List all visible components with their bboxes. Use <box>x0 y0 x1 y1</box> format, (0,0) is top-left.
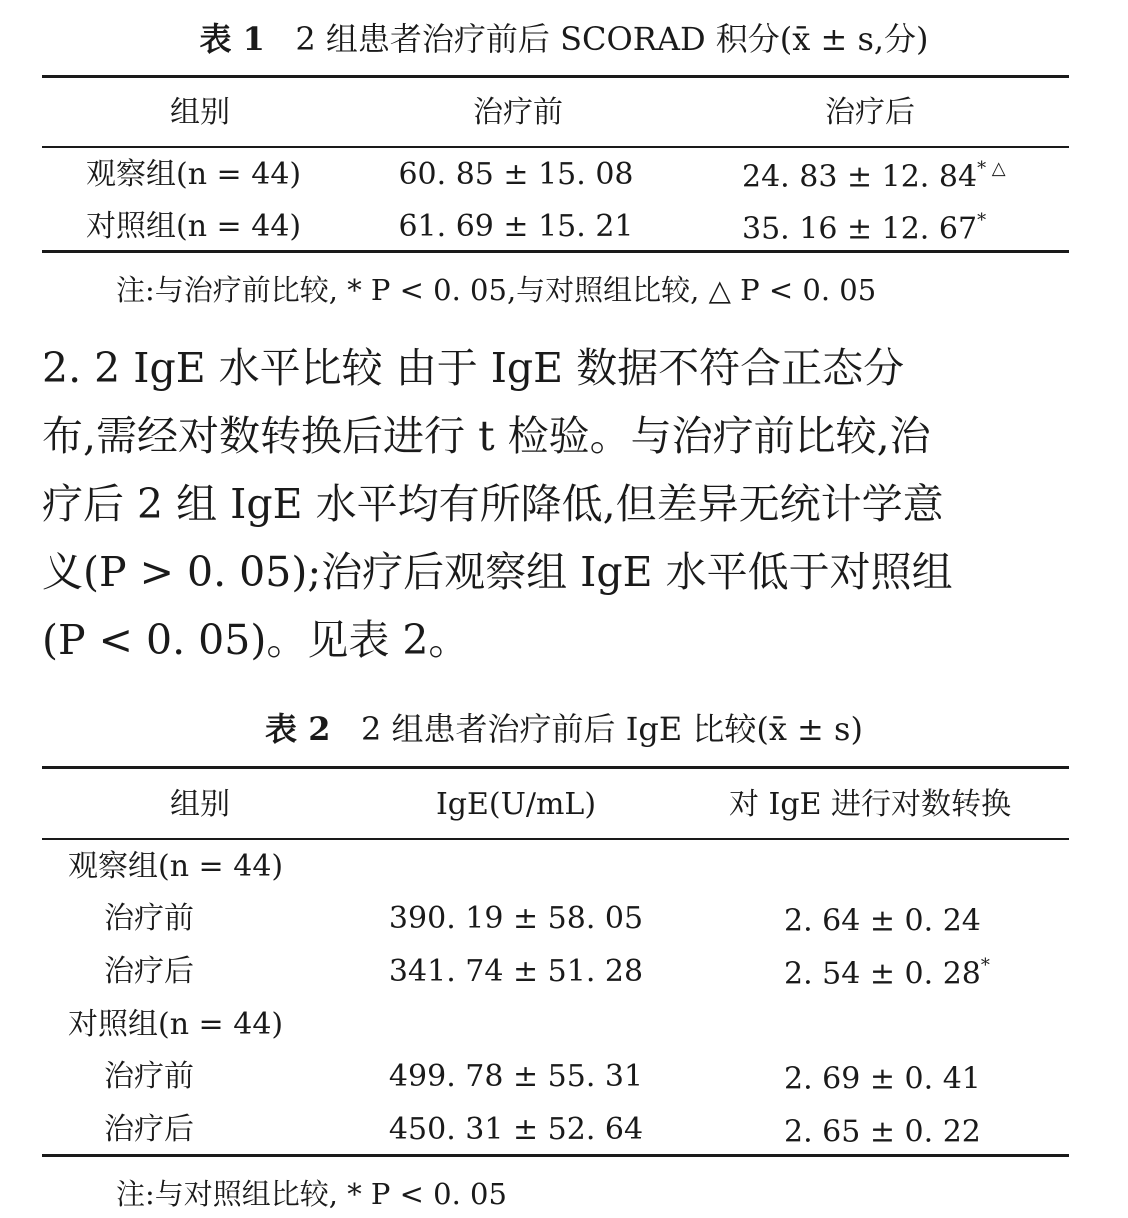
table2-g2-r2-ige: 450. 31 ± 52. 64 <box>388 1112 644 1147</box>
table2-header-ige: IgE(U/mL) <box>435 787 597 822</box>
table1-header-group: 组别 <box>170 95 230 130</box>
paragraph-line: 2. 2 IgE 水平比较 由于 IgE 数据不符合正态分 <box>42 344 905 392</box>
table2-g1-r1-log-value: 2. 64 ± 0. 24 <box>784 903 981 939</box>
table2-bottom-rule <box>42 1154 1069 1157</box>
table2-g2-r1-ige: 499. 78 ± 55. 31 <box>388 1059 644 1094</box>
table1-row1-after <box>742 160 1006 193</box>
table2-header-group: 组别 <box>170 787 230 822</box>
paragraph-line: 布,需经对数转换后进行 t 检验。与治疗前比较,治 <box>42 412 931 460</box>
table2-group1-label: 观察组(n = 44) <box>68 849 284 884</box>
table1-row1-before: 60. 85 ± 15. 08 <box>398 157 634 192</box>
table2-g1-r1-stage: 治疗前 <box>104 901 194 936</box>
table2-g2-r1-stage: 治疗前 <box>104 1059 194 1094</box>
table2-g1-r2-ige: 341. 74 ± 51. 28 <box>388 954 644 989</box>
paragraph-line: (P < 0. 05)。见表 2。 <box>42 616 470 664</box>
table2-caption-label: 表 2 <box>265 710 331 748</box>
table1-row1-after-mark: * △ <box>977 158 1006 179</box>
table2-caption <box>0 704 1128 750</box>
table2-g1-r1-ige: 390. 19 ± 58. 05 <box>388 901 644 936</box>
table2-g1-r2-stage: 治疗后 <box>104 954 194 989</box>
paragraph-line: 疗后 2 组 IgE 水平均有所降低,但差异无统计学意 <box>42 480 944 528</box>
table2-g1-r1-log <box>784 904 981 937</box>
table1-row2-group: 对照组(n = 44) <box>86 209 302 244</box>
table2-header-rule <box>42 838 1069 840</box>
table2-g2-r2-log <box>784 1115 981 1148</box>
table2-caption-text: 2 组患者治疗前后 IgE 比较(x̄ ± s) <box>360 710 863 748</box>
table2-g1-r2-log <box>784 957 990 990</box>
table1-row1-after-value: 24. 83 ± 12. 84 <box>742 159 978 195</box>
table2-g2-r2-log-value: 2. 65 ± 0. 22 <box>784 1114 981 1150</box>
table1-caption-label: 表 1 <box>199 20 265 58</box>
table2-g2-r2-stage: 治疗后 <box>104 1112 194 1147</box>
table1-note: 注:与治疗前比较, * P < 0. 05,与对照组比较, △ P < 0. 05 <box>116 273 877 307</box>
body-paragraph <box>42 334 1072 674</box>
table2-g2-r1-log-value: 2. 69 ± 0. 41 <box>784 1061 981 1097</box>
table1-row2-after-value: 35. 16 ± 12. 67 <box>742 211 978 247</box>
table1-row1-group: 观察组(n = 44) <box>86 157 302 192</box>
table1-bottom-rule <box>42 250 1069 253</box>
table2-g1-r2-log-value: 2. 54 ± 0. 28 <box>784 956 981 992</box>
table1-row2-after <box>742 212 986 245</box>
table1-top-rule <box>42 75 1069 78</box>
table2-note: 注:与对照组比较, * P < 0. 05 <box>116 1177 507 1211</box>
table2-group2-label: 对照组(n = 44) <box>68 1007 284 1042</box>
table2-header-log: 对 IgE 进行对数转换 <box>728 787 1012 822</box>
table1-caption <box>0 14 1128 60</box>
table2-g1-r2-log-mark: * <box>980 955 990 976</box>
table1-header-after: 治疗后 <box>825 95 915 130</box>
paragraph-line: 义(P > 0. 05);治疗后观察组 IgE 水平低于对照组 <box>42 548 953 596</box>
table1-row2-before: 61. 69 ± 15. 21 <box>398 209 634 244</box>
table1-header-before: 治疗前 <box>473 95 563 130</box>
table1-caption-text: 2 组患者治疗前后 SCORAD 积分(x̄ ± s,分) <box>295 20 929 58</box>
table2-top-rule <box>42 766 1069 769</box>
table1-row2-after-mark: * <box>977 210 987 231</box>
table1-header-rule <box>42 146 1069 148</box>
table2-g2-r1-log <box>784 1062 981 1095</box>
